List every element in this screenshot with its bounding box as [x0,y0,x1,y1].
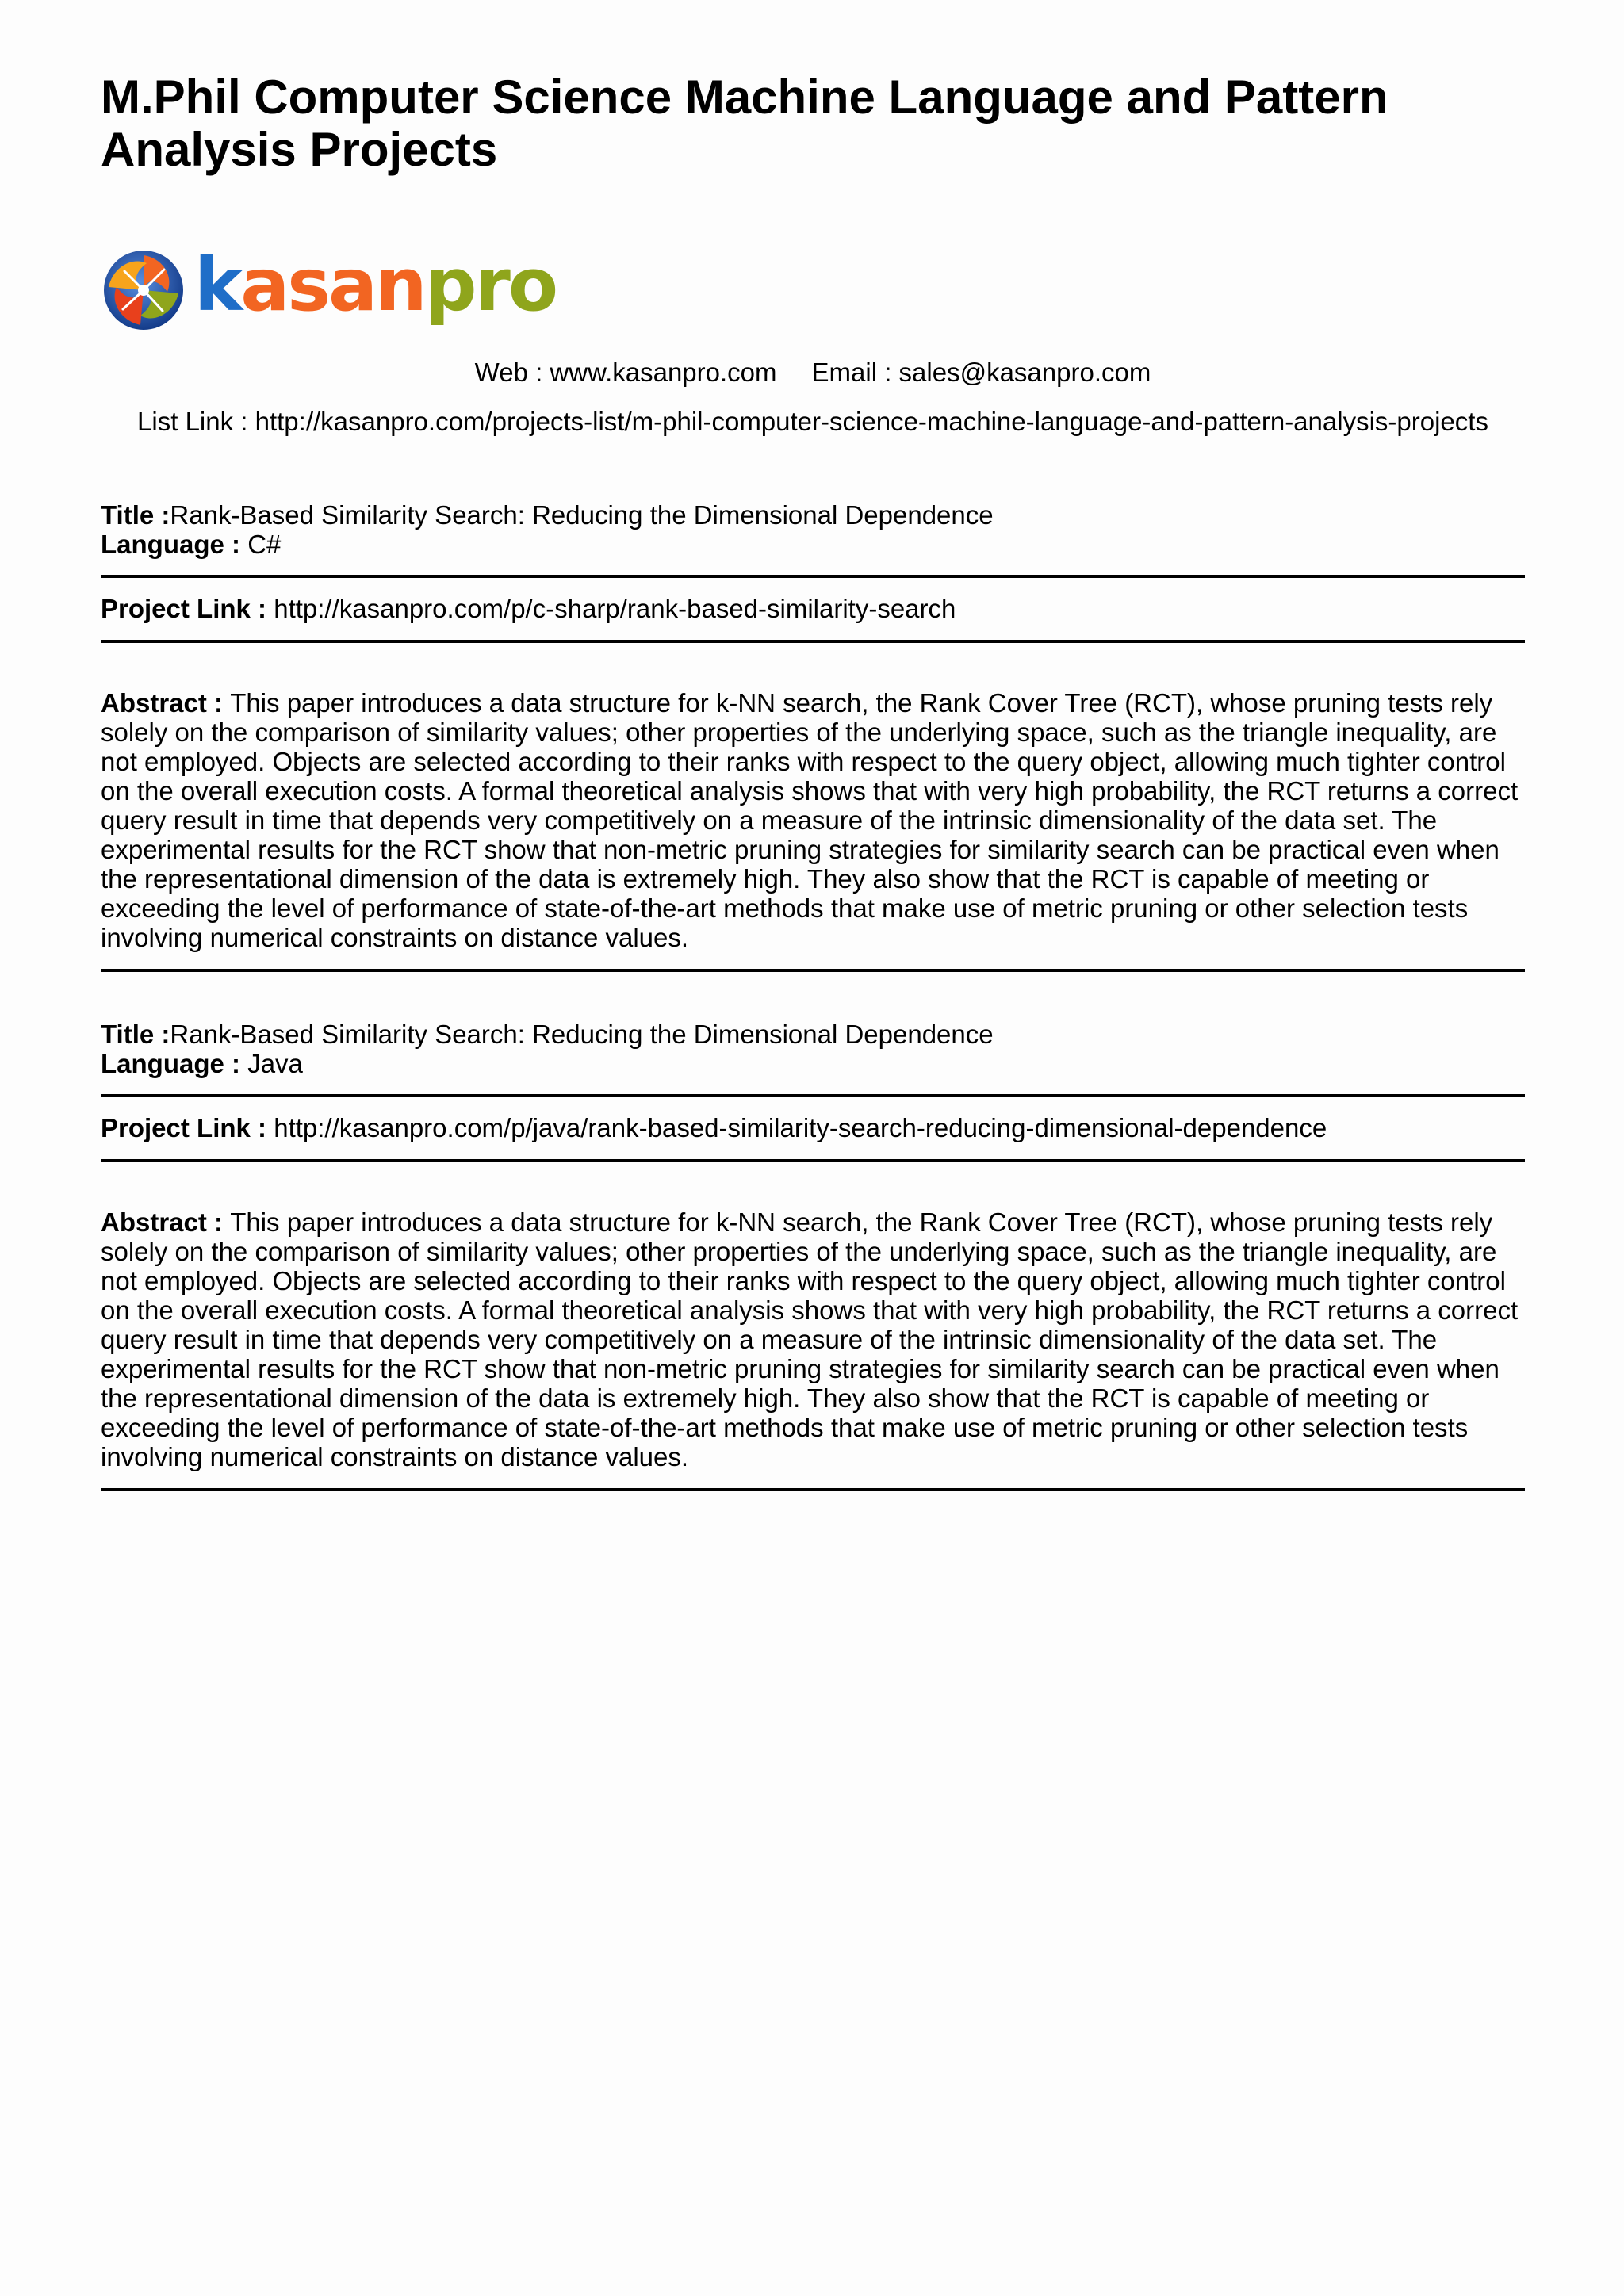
project-link-label: Project Link : [101,1113,274,1142]
abstract-text: This paper introduces a data structure for k-NN search, the Rank Cover Tree (RCT), whose pruning tests rely solely on the comparison of similarity values; other properties of the underlying space, such as the triangle inequality, are not employed. Objects are selected according to their ranks with respect to the query object, allowing much tighter control on the overall execution costs. A formal theoretical analysis shows that with very high probability, the RCT returns a correct query result in time that depends very competitively on a measure of the intrinsic dimensionality of the data set. The experimental results for the RCT show that non-metric pruning strategies for similarity search can be practical even when the representational dimension of the data is extremely high. They also show that the RCT is capable of meeting or exceeding the level of performance of state-of-the-art methods that make use of metric pruning or other selection tests involving numerical constraints on distance values. [101,1207,1519,1471]
divider [101,1488,1525,1491]
language-label: Language : [101,530,248,559]
divider [101,969,1525,972]
project-title: Rank-Based Similarity Search: Reducing the Dimensional Dependence [170,1020,994,1049]
divider [101,1159,1525,1162]
project-language-row [101,1049,1525,1078]
title-label: Title : [101,1020,170,1049]
project-title-row [101,1020,1525,1049]
project-link[interactable]: http://kasanpro.com/p/c-sharp/rank-based-similarity-search [274,594,956,623]
project-entry [101,1020,1525,1491]
abstract-text: This paper introduces a data structure for k-NN search, the Rank Cover Tree (RCT), whose pruning tests rely solely on the comparison of similarity values; other properties of the underlying space, such as the triangle inequality, are not employed. Objects are selected according to their ranks with respect to the query object, allowing much tighter control on the overall execution costs. A formal theoretical analysis shows that with very high probability, the RCT returns a correct query result in time that depends very competitively on a measure of the intrinsic dimensionality of the data set. The experimental results for the RCT show that non-metric pruning strategies for similarity search can be practical even when the representational dimension of the data is extremely high. They also show that the RCT is capable of meeting or exceeding the level of performance of state-of-the-art methods that make use of metric pruning or other selection tests involving numerical constraints on distance values. [101,688,1519,952]
project-link[interactable]: http://kasanpro.com/p/java/rank-based-similarity-search-reducing-dimensional-dependence [274,1113,1327,1142]
language-label: Language : [101,1049,248,1078]
contact-line [101,357,1525,388]
abstract-label: Abstract : [101,1207,231,1237]
project-abstract [101,688,1525,952]
project-title-row [101,500,1525,530]
brand-logo [101,244,1525,336]
abstract-label: Abstract : [101,688,231,718]
kasanpro-swirl-logo-icon [101,247,186,333]
brand-wordmark: kasanpro [194,243,557,327]
project-language: Java [247,1049,303,1078]
project-link-label: Project Link : [101,594,274,623]
divider [101,1094,1525,1097]
list-link[interactable]: List Link : http://kasanpro.com/projects-list/m-phil-computer-science-machine-language-and-pattern-analysis-projects [137,407,1488,436]
email-address[interactable]: Email : sales@kasanpro.com [811,358,1151,387]
project-language-row [101,530,1525,559]
document-title: M.Phil Computer Science Machine Language and Pattern Analysis Projects [101,71,1388,176]
web-address[interactable]: Web : www.kasanpro.com [474,358,777,387]
project-link-row [101,594,1525,623]
project-title: Rank-Based Similarity Search: Reducing the Dimensional Dependence [170,500,994,530]
project-link-row [101,1113,1525,1142]
document-page [101,71,1525,1491]
divider [101,575,1525,578]
project-language: C# [247,530,282,559]
title-label: Title : [101,500,170,530]
project-entry [101,500,1525,972]
project-abstract [101,1207,1525,1471]
divider [101,640,1525,643]
